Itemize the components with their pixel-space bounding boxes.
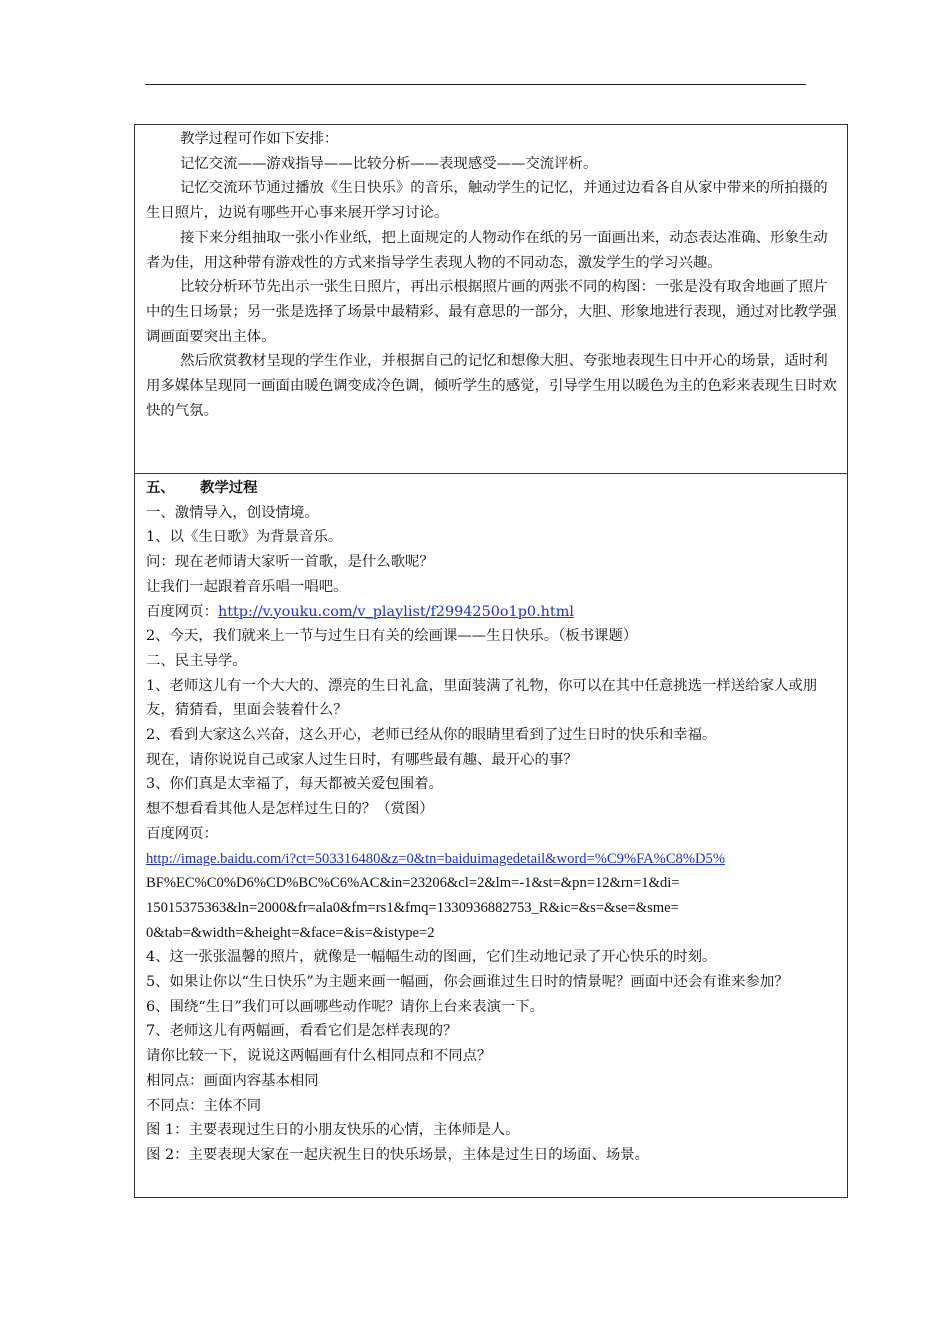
baidu-image-link[interactable]: http://image.baidu.com/i?ct=503316480&z=0&tn=baiduimagedetail&word=%C9%FA%C8%D5% [146,850,726,867]
link-label: 百度网页： [146,825,218,842]
text-line: 请你比较一下，说说这两幅画有什么相同点和不同点？ [146,1048,492,1065]
url-continuation: 15015375363&ln=2000&fr=ala0&fm=rs1&fmq=1330936882753_R&ic=&s=&se=&sme= [146,899,679,916]
link-label: 百度网页： [146,603,218,620]
paragraph: 比较分析环节先出示一张生日照片，再出示根据照片画的两张不同的构图：一张是没有取舍地画了照片中的生日场景；另一张是选择了场景中最精彩、最有意思的一部分，大胆、形象地进行表现，通过对比教学强调画面要突出主体。 [146,279,837,345]
paragraph: 然后欣赏教材呈现的学生作业，并根据自己的记忆和想像大胆、夸张地表现生日中开心的场景，适时利用多媒体呈现同一画面由暖色调变成冷色调，倾听学生的感觉，引导学生用以暖色为主的色彩来表现生日时欢快的气氛。 [146,353,837,419]
url-continuation: 0&tab=&width=&height=&face=&is=&istype=2 [146,924,435,941]
lesson-table [134,124,848,1198]
text-line: 5、如果让你以“生日快乐”为主题来画一幅画，你会画谁过生日时的情景呢？画面中还会有谁来参加？ [146,974,789,991]
text-line: 不同点：主体不同 [146,1097,262,1114]
section-heading-number: 五、 [146,480,175,496]
text-line: 图 1：主要表现过生日的小朋友快乐的心情，主体师是人。 [146,1122,520,1139]
text-line: 一、激情导入，创设情境。 [146,504,319,521]
paragraph: 记忆交流环节通过播放《生日快乐》的音乐，触动学生的记忆，并通过边看各自从家中带来的所拍摄的生日照片，边说有哪些开心事来展开学习讨论。 [146,180,828,222]
text-line: 让我们一起跟着音乐唱一唱吧。 [146,578,348,595]
text-line: 2、看到大家这么兴奋，这么开心，老师已经从你的眼睛里看到了过生日时的快乐和幸福。 [146,727,717,744]
text-line: 现在，请你说说自己或家人过生日时，有哪些最有趣、最开心的事？ [146,751,578,768]
teaching-arrangement-cell [135,125,847,474]
teaching-process-cell [135,474,847,1197]
link-line [146,847,839,872]
text-line: 4、这一张张温馨的照片，就像是一幅幅生动的图画，它们生动地记录了开心快乐的时刻。 [146,949,717,966]
paragraph: 记忆交流——游戏指导——比较分析——表现感受——交流评析。 [180,155,598,172]
paragraph: 教学过程可作如下安排： [180,131,339,147]
text-line: 图 2：主要表现大家在一起庆祝生日的快乐场景，主体是过生日的场面、场景。 [146,1146,650,1163]
text-line: 2、今天，我们就来上一节与过生日有关的绘画课——生日快乐。（板书课题） [146,628,638,645]
section-heading-text: 教学过程 [199,480,258,496]
text-line: 1、老师这儿有一个大大的、漂亮的生日礼盒，里面装满了礼物，你可以在其中任意挑选一样送给家人或朋友，猜猜看，里面会装着什么？ [146,677,818,719]
text-line: 3、你们真是太幸福了，每天都被关爱包围着。 [146,776,443,793]
text-line: 7、老师这儿有两幅画，看看它们是怎样表现的？ [146,1023,458,1040]
text-line: 6、围绕“生日”我们可以画哪些动作呢？请你上台来表演一下。 [146,998,545,1015]
link-line [146,600,839,625]
youku-video-link[interactable]: http://v.youku.com/v_playlist/f2994250o1p0.html [217,603,574,620]
url-continuation: BF%EC%C0%D6%CD%BC%C6%AC&in=23206&cl=2&lm=-1&st=&pn=12&rn=1&di= [146,875,680,892]
text-line: 相同点：画面内容基本相同 [146,1072,319,1089]
text-line: 二、民主导学。 [146,652,247,669]
text-line: 1、以《生日歌》为背景音乐。 [146,529,343,546]
paragraph: 接下来分组抽取一张小作业纸，把上面规定的人物动作在纸的另一面画出来，动态表达准确、形象生动者为佳，用这种带有游戏性的方式来指导学生表现人物的不同动态，激发学生的学习兴趣。 [146,229,828,271]
header-rule [145,84,806,85]
text-line: 问：现在老师请大家听一首歌，是什么歌呢？ [146,554,434,571]
text-line: 想不想看看其他人是怎样过生日的？（赏图） [146,801,434,818]
section-heading [146,476,839,501]
